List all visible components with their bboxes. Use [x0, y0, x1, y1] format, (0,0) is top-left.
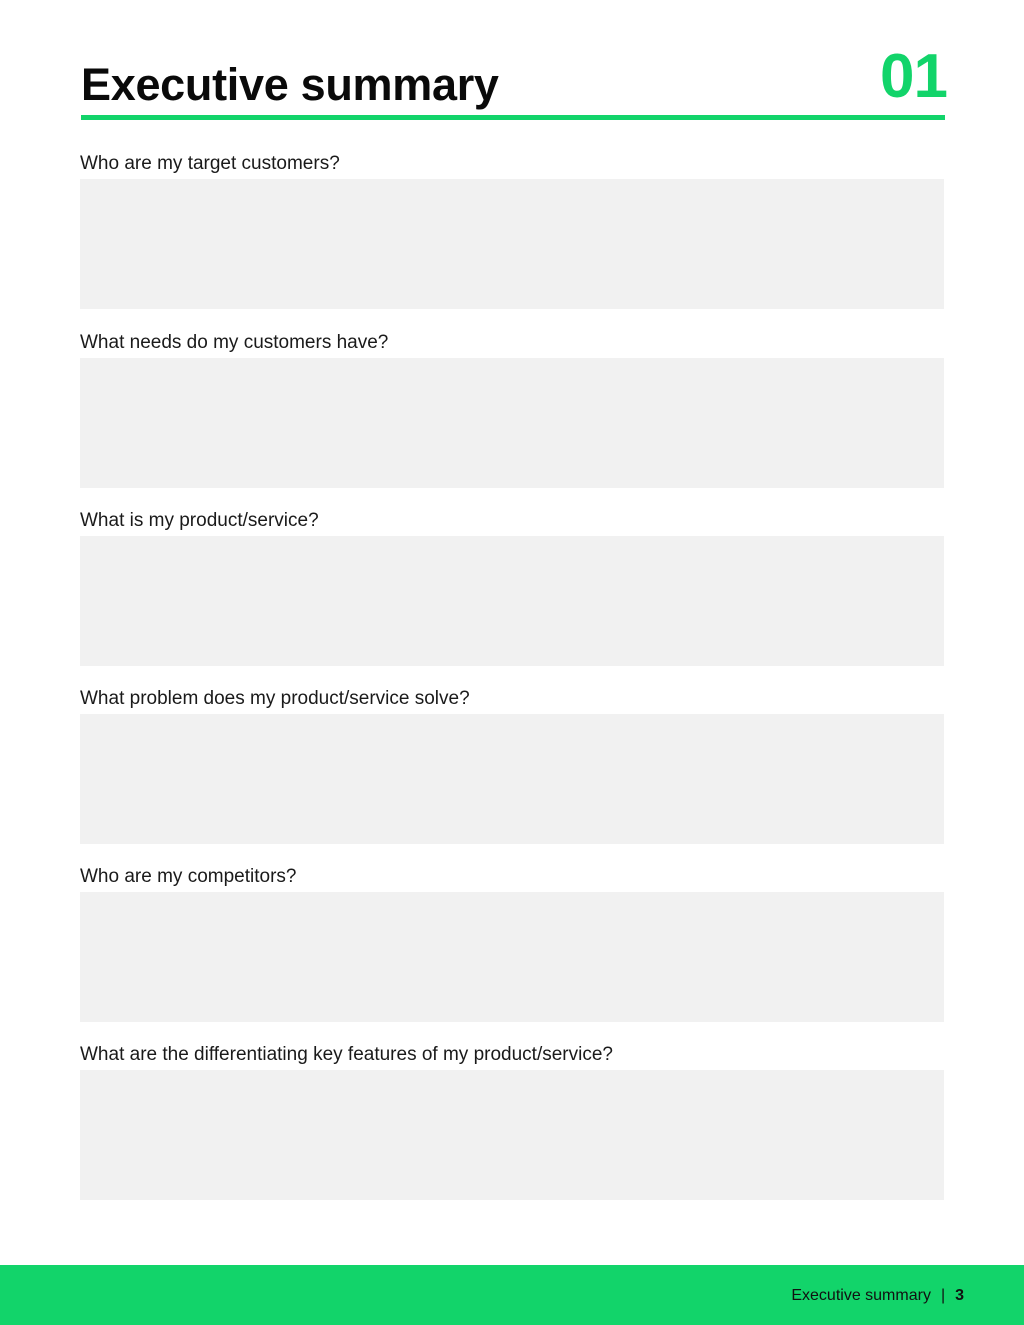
question-label: What is my product/service? — [80, 510, 319, 531]
question-key-features — [80, 1041, 944, 1200]
question-problem-solved — [80, 685, 944, 844]
page-title: Executive summary — [81, 59, 499, 110]
footer-text — [791, 1285, 964, 1307]
page-footer — [0, 1265, 1024, 1325]
section-number: 01 — [880, 42, 947, 111]
footer-separator: | — [940, 1287, 946, 1304]
question-target-customers — [80, 150, 944, 309]
answer-field-target-customers[interactable] — [80, 179, 944, 309]
question-label: Who are my target customers? — [80, 153, 340, 174]
footer-section-label: Executive summary — [791, 1287, 931, 1304]
question-label: What problem does my product/service solve? — [80, 688, 470, 709]
answer-field-product-service[interactable] — [80, 536, 944, 666]
page-header — [81, 40, 945, 122]
question-product-service — [80, 507, 944, 666]
question-competitors — [80, 863, 944, 1022]
question-label: What are the differentiating key features of my product/service? — [80, 1044, 613, 1065]
question-label: Who are my competitors? — [80, 866, 297, 887]
answer-field-competitors[interactable] — [80, 892, 944, 1022]
page-number: 3 — [955, 1287, 964, 1304]
answer-field-customer-needs[interactable] — [80, 358, 944, 488]
answer-field-key-features[interactable] — [80, 1070, 944, 1200]
question-customer-needs — [80, 329, 944, 488]
header-divider — [81, 115, 945, 120]
answer-field-problem-solved[interactable] — [80, 714, 944, 844]
question-label: What needs do my customers have? — [80, 332, 389, 353]
